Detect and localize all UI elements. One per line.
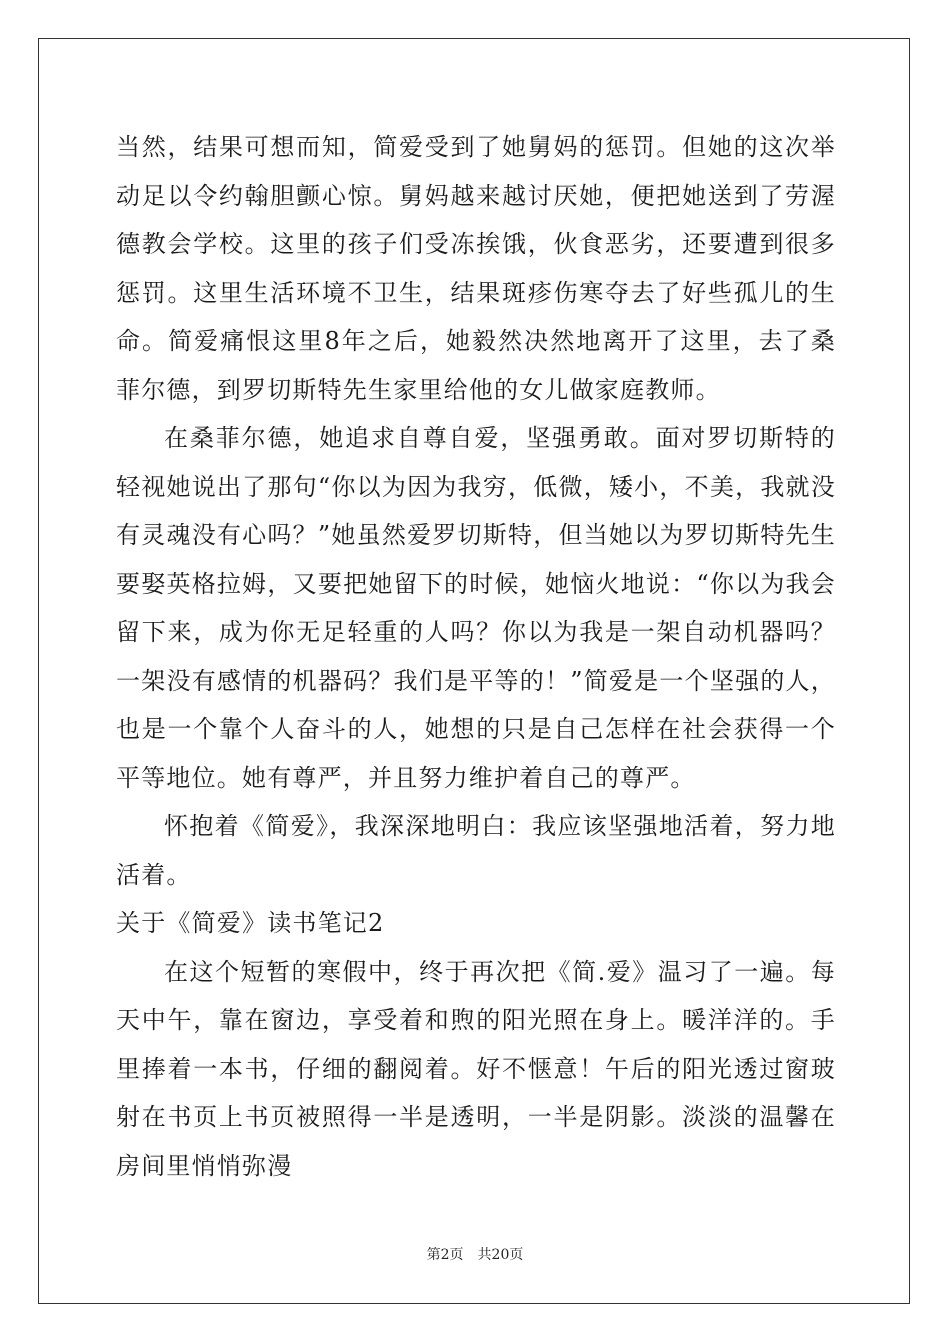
paragraph-1: 当然，结果可想而知，简爱受到了她舅妈的惩罚。但她的这次举动足以令约翰胆颤心惊。舅妈越来越讨厌她，便把她送到了劳渥德教会学校。这里的孩子们受冻挨饿，伙食恶劣，还要遭到很多惩罚。这里生活环境不卫生，结果斑疹伤寒夺去了好些孤儿的生命。简爱痛恨这里8年之后，她毅然决然地离开了这里，去了桑菲尔德，到罗切斯特先生家里给他的女儿做家庭教师。 <box>116 133 836 404</box>
paragraph-2: 在桑菲尔德，她追求自尊自爱，坚强勇敢。面对罗切斯特的轻视她说出了那句“你以为因为我穷，低微，矮小，不美，我就没有灵魂没有心吗？”她虽然爱罗切斯特，但当她以为罗切斯特先生要娶英格拉姆，又要把她留下的时候，她恼火地说：“你以为我会留下来，成为你无足轻重的人吗？你以为我是一架自动机器吗？一架没有感情的机器码？我们是平等的！”简爱是一个坚强的人，也是一个靠个人奋斗的人，她想的只是自己怎样在社会获得一个平等地位。她有尊严，并且努力维护着自己的尊严。 <box>116 424 836 792</box>
page-total: 共20页 <box>477 1247 524 1263</box>
page-number: 第2页 <box>426 1247 464 1263</box>
document-body <box>116 123 836 1190</box>
section-heading: 关于《简爱》读书笔记2 <box>116 909 385 937</box>
page-footer <box>0 1244 950 1264</box>
paragraph-4: 在这个短暂的寒假中，终于再次把《简.爱》温习了一遍。每天中午，靠在窗边，享受着和煦的阳光照在身上。暖洋洋的。手里捧着一本书，仔细的翻阅着。好不惬意！午后的阳光透过窗玻射在书页上书页被照得一半是透明，一半是阴影。淡淡的温馨在房间里悄悄弥漫 <box>116 957 836 1180</box>
paragraph-3: 怀抱着《简爱》，我深深地明白：我应该坚强地活着，努力地活着。 <box>116 812 836 889</box>
